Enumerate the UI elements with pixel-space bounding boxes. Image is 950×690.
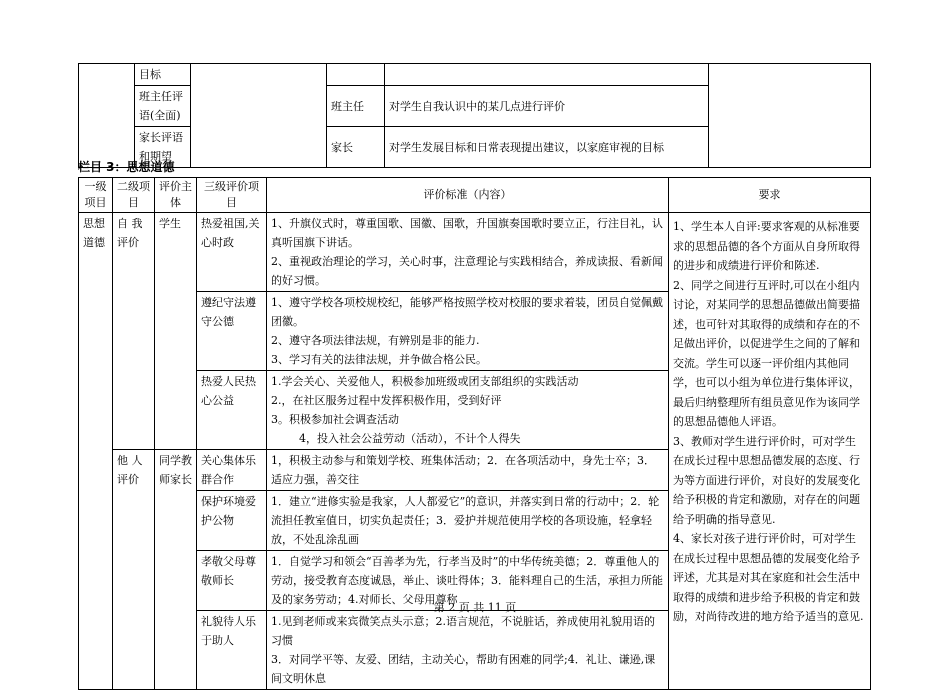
criterion: 1、遵守学校各项校规校纪，能够严格按照学校对校服的要求着装，团员自觉佩戴团徽。 (271, 296, 663, 328)
criterion: 2.，在社区服务过程中发挥积极作用，受到好评 (271, 394, 502, 407)
top-who (327, 64, 385, 86)
group-level2: 自 我评价 (113, 213, 155, 450)
item-name: 孝敬父母尊敬师长 (197, 551, 267, 611)
criterion: 2、遵守各项法律法规，有辨别是非的能力. (271, 334, 480, 347)
criterion: 1．建立“进修实验是我家，人人都爱它”的意识，并落实到日常的行动中；2．轮流担任教室值日，切实负起责任；3．爱护并规范使用学校的各项设施，轻拿轻放，不处乱涂乱画 (271, 495, 660, 546)
item-criteria (267, 292, 669, 371)
top-desc (385, 64, 709, 86)
header-level3: 三级评价项目 (197, 178, 267, 213)
header-level2: 二级项目 (113, 178, 155, 213)
section-title: 栏目 3：思想道德 (78, 160, 175, 174)
top-item: 目标 (135, 64, 191, 86)
item-criteria (267, 371, 669, 450)
requirement: 4、家长对孩子进行评价时，可对学生在成长过程中思想品德的发展变化给予评述，尤其是对其在家庭和社会生活中取得的成绩和进步给予积极的肯定和鼓励，对尚待改进的地方给予适当的意见. (673, 532, 864, 623)
criterion: 1，积极主动参与和策划学校、班集体活动；2．在各项活动中，身先士卒；3．适应力强，善交往 (271, 454, 655, 486)
criterion: 1.学会关心、关爱他人，积极参加班级或团支部组织的实践活动 (271, 375, 579, 388)
requirements-cell (669, 213, 871, 690)
item-name: 遵纪守法遵守公德 (197, 292, 267, 371)
criterion: 1.见到老师或来宾微笑点头示意；2.语言规范，不说脏话，养成使用礼貌用语的习惯 (271, 615, 655, 647)
page-number: 第 2 页 共 11 页 (433, 601, 517, 614)
requirement: 1、学生本人自评:要求客观的从标准要求的思想品德的各个方面从自身所取得的进步和成绩进行评价和陈述. (673, 220, 860, 272)
group-subject: 同学教师家长 (155, 450, 197, 690)
criterion: 3、学习有关的法律法规，并争做合格公民。 (271, 353, 487, 366)
item-criteria (267, 491, 669, 551)
item-name: 礼貌待人乐于助人 (197, 611, 267, 690)
criterion: 1．自觉学习和领会“百善孝为先，行孝当及时”的中华传统美德；2．尊重他人的劳动，接受教育态度诚恳，举止、谈吐得体；3．能料理自己的生活，承担力所能及的家务劳动；4.对师长、父母用尊称 (271, 555, 663, 606)
header-requirement: 要求 (669, 178, 871, 213)
item-name: 热爱祖国,关心时政 (197, 213, 267, 292)
item-name: 关心集体乐群合作 (197, 450, 267, 491)
header-level1: 一级项目 (79, 178, 113, 213)
top-blank-col1 (79, 64, 135, 168)
criterion: 1、升旗仪式时，尊重国歌、国徽、国歌，升国旗奏国歌时要立正，行注目礼，认真听国旗下讲话。 (271, 217, 663, 249)
top-desc: 对学生自我认识中的某几点进行评价 (385, 86, 709, 127)
requirement: 3、教师对学生进行评价时，可对学生在成长过程中思想品德发展的态度、行为等方面进行评价，对良好的发展变化给予积极的肯定和激励，对存在的问题给予明确的指导意见. (673, 434, 860, 526)
item-criteria (267, 213, 669, 292)
top-who: 班主任 (327, 86, 385, 127)
item-name: 热爱人民热心公益 (197, 371, 267, 450)
item-criteria (267, 450, 669, 491)
header-standard: 评价标准（内容） (267, 178, 669, 213)
criterion: 2、重视政治理论的学习，关心时事，注意理论与实践相结合，养成读报、看新闻的好习惯。 (271, 255, 663, 287)
criterion: 3．对同学平等、友爱、团结，主动关心，帮助有困难的同学;4．礼让、谦逊,课间文明休息 (271, 653, 656, 685)
top-desc: 对学生发展目标和日常表现提出建议，以家庭审视的目标 (385, 127, 709, 168)
header-subject: 评价主体 (155, 178, 197, 213)
top-blank-col6 (709, 64, 871, 168)
item-name: 保护环境爱护公物 (197, 491, 267, 551)
group-subject: 学生 (155, 213, 197, 450)
group-level2: 他 人评价 (113, 450, 155, 690)
top-table (78, 63, 871, 168)
top-who: 家长 (327, 127, 385, 168)
top-blank-col3 (191, 64, 327, 168)
level1-cell: 思想道德 (79, 213, 113, 690)
requirement: 2、同学之间进行互评时,可以在小组内讨论，对某同学的思想品德做出简要描述，也可针对其取得的成绩和存在的不足做出评价，以促进学生之间的了解和交流。学生可以逐一评价组内其他同学，也可以小组为单位进行集体评议，最后归纳整理所有组员意见作为该同学的思想品德他人评语。 (673, 278, 860, 428)
top-item: 班主任评语(全面) (135, 86, 191, 127)
criterion: 4，投入社会公益劳动（活动），不计个人得失 (299, 432, 521, 445)
top-item: 家长评语和期望 (135, 127, 191, 168)
criterion: 3。积极参加社会调查活动 (271, 413, 399, 426)
item-criteria (267, 611, 669, 690)
